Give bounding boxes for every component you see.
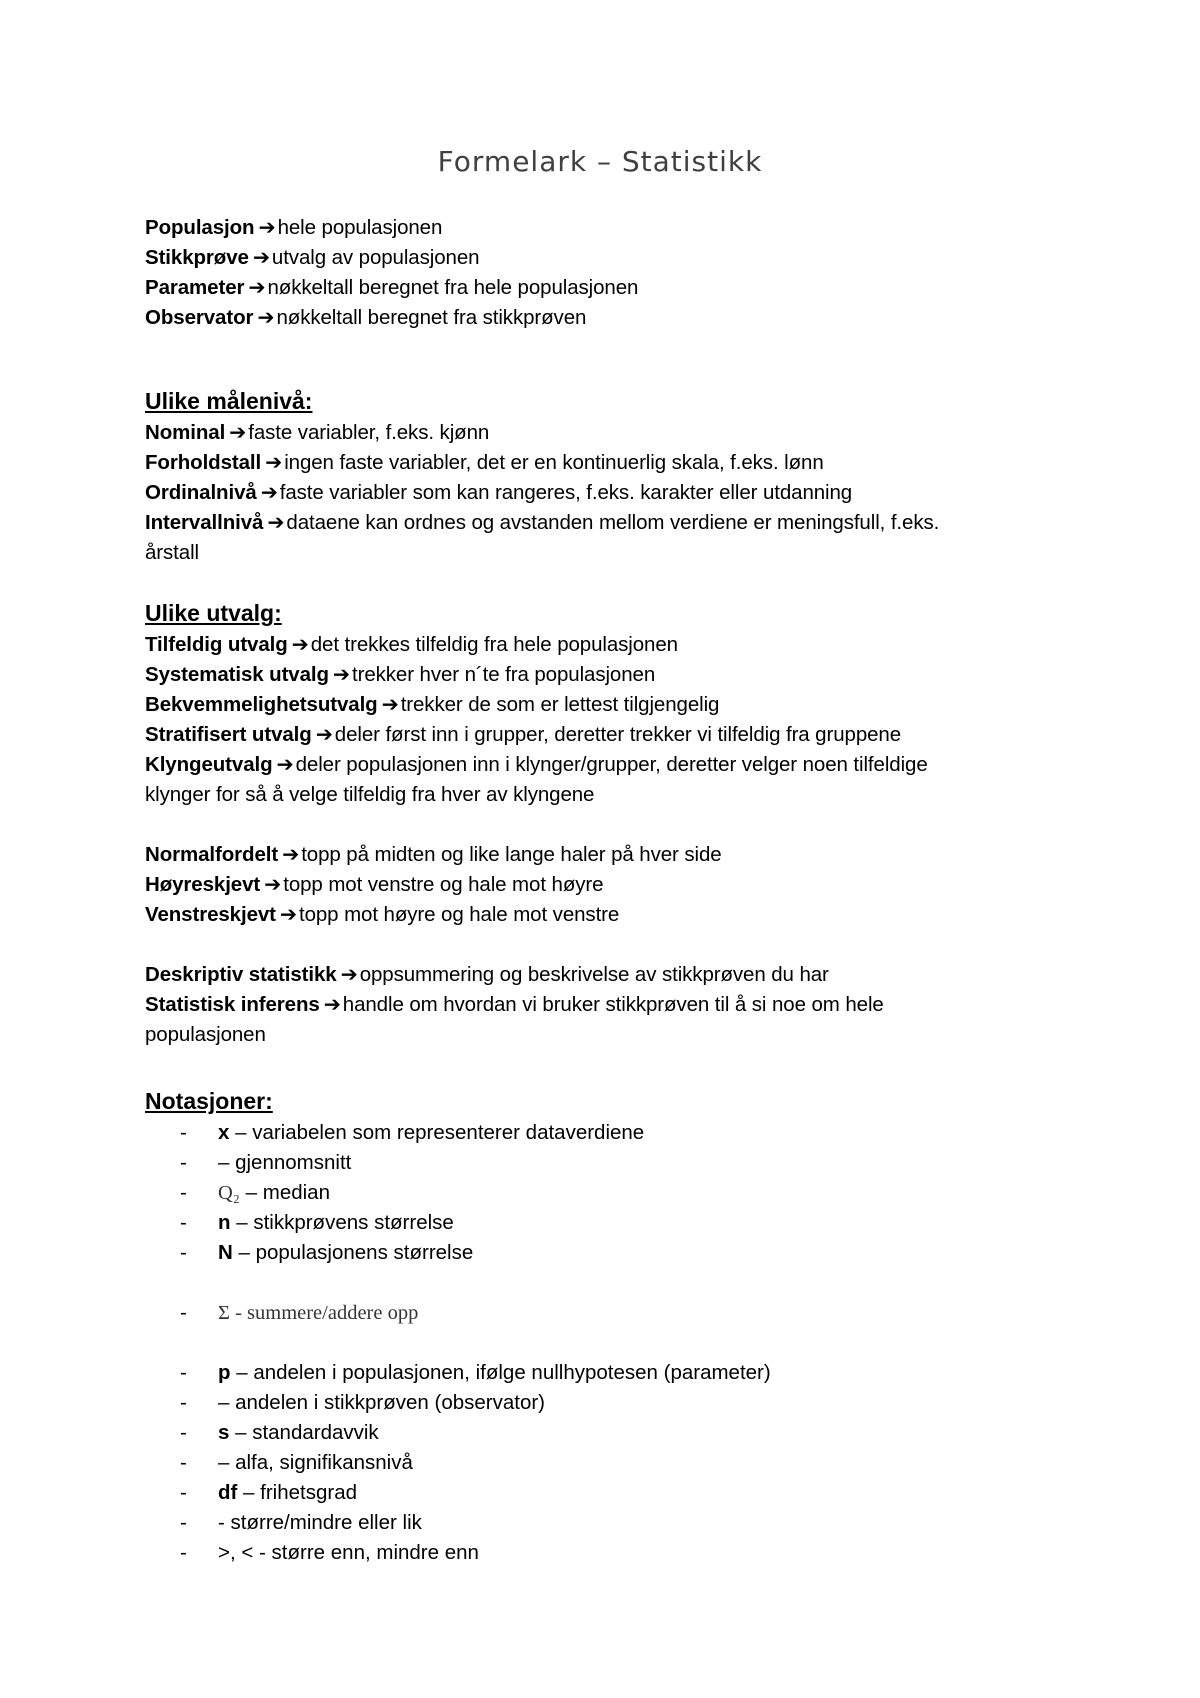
term: Forholdstall	[145, 451, 262, 474]
bullet-dash: -	[180, 1421, 187, 1444]
notation-text: - større enn, mindre enn	[253, 1541, 479, 1564]
notation-symbol: n	[218, 1211, 231, 1234]
bullet-dash: -	[180, 1181, 187, 1204]
term: Statistisk inferens	[145, 993, 320, 1016]
bullet-dash: -	[180, 1391, 187, 1414]
arrow-icon: ➔	[279, 903, 297, 926]
definition-text: topp mot venstre og hale mot høyre	[283, 873, 604, 896]
definition-text: nøkkeltall beregnet fra hele populasjonen	[267, 276, 639, 299]
definition-line	[145, 660, 655, 690]
notation-symbol: Σ	[218, 1302, 230, 1324]
definition-text: handle om hvordan vi bruker stikkprøven til å si noe om hele	[342, 993, 884, 1016]
notation-text: – median	[239, 1181, 330, 1204]
bullet-dash: -	[180, 1301, 187, 1324]
definition-continuation: årstall	[145, 541, 199, 564]
bullet-dash: -	[180, 1481, 187, 1504]
definition-text: dataene kan ordnes og avstanden mellom verdiene er meningsfull, f.eks.	[286, 511, 940, 534]
bullet-dash: -	[180, 1211, 187, 1234]
arrow-icon: ➔	[258, 216, 276, 239]
arrow-icon: ➔	[291, 633, 309, 656]
notation-text: – variabelen som representerer dataverdiene	[229, 1121, 645, 1144]
term: Normalfordelt	[145, 843, 279, 866]
term: Ordinalnivå	[145, 481, 257, 504]
definition-text: trekker hver n´te fra populasjonen	[352, 663, 656, 686]
term: Tilfeldig utvalg	[145, 633, 288, 656]
term: Stikkprøve	[145, 246, 249, 269]
definition-line	[145, 478, 852, 508]
arrow-icon: ➔	[276, 753, 294, 776]
bullet-dash: -	[180, 1361, 187, 1384]
notation-symbol: x	[218, 1121, 230, 1144]
arrow-icon: ➔	[248, 276, 266, 299]
notation-symbol: df	[218, 1481, 238, 1504]
notation-text: - større/mindre eller lik	[218, 1511, 422, 1534]
notation-text: – gjennomsnitt	[218, 1151, 352, 1174]
arrow-icon: ➔	[315, 723, 333, 746]
term: Intervallnivå	[145, 511, 264, 534]
bullet-dash: -	[180, 1511, 187, 1534]
definition-text: topp på midten og like lange haler på hver side	[301, 843, 722, 866]
definition-text: deler først inn i grupper, deretter trekker vi tilfeldig fra gruppene	[334, 723, 902, 746]
definition-line	[145, 303, 586, 333]
definition-continuation: populasjonen	[145, 1023, 266, 1046]
arrow-icon: ➔	[323, 993, 341, 1016]
definition-continuation: klynger for så å velge tilfeldig fra hver av klyngene	[145, 783, 595, 806]
notation-text: – stikkprøvens størrelse	[230, 1211, 454, 1234]
term: Nominal	[145, 421, 226, 444]
definition-line	[145, 243, 479, 273]
term: Klyngeutvalg	[145, 753, 273, 776]
arrow-icon: ➔	[260, 481, 278, 504]
definition-line	[145, 273, 638, 303]
section-heading-notasjoner: Notasjoner:	[145, 1088, 273, 1114]
arrow-icon: ➔	[264, 873, 282, 896]
arrow-icon: ➔	[340, 963, 358, 986]
bullet-dash: -	[180, 1541, 187, 1564]
notation-symbol: p	[218, 1361, 231, 1384]
definition-text: utvalg av populasjonen	[271, 246, 480, 269]
term: Høyreskjevt	[145, 873, 261, 896]
definition-text: nøkkeltall beregnet fra stikkprøven	[276, 306, 587, 329]
arrow-icon: ➔	[267, 511, 285, 534]
notation-symbol: >, <	[218, 1541, 254, 1564]
definition-text: hele populasjonen	[277, 216, 443, 239]
definition-line	[145, 418, 489, 448]
definition-line	[145, 900, 619, 930]
definition-text: deler populasjonen inn i klynger/grupper, deretter velger noen tilfeldige	[295, 753, 928, 776]
definition-text: oppsummering og beskrivelse av stikkprøven du har	[359, 963, 829, 986]
definition-line	[145, 213, 442, 243]
arrow-icon: ➔	[252, 246, 270, 269]
arrow-icon: ➔	[257, 306, 275, 329]
notation-text: – populasjonens størrelse	[232, 1241, 474, 1264]
definition-line	[145, 960, 829, 990]
definition-text: topp mot høyre og hale mot venstre	[298, 903, 620, 926]
term: Stratifisert utvalg	[145, 723, 312, 746]
definition-text: det trekkes tilfeldig fra hele populasjonen	[310, 633, 678, 656]
bullet-dash: -	[180, 1121, 187, 1144]
arrow-icon: ➔	[265, 451, 283, 474]
definition-line	[145, 870, 603, 900]
arrow-icon: ➔	[332, 663, 350, 686]
term: Systematisk utvalg	[145, 663, 329, 686]
definition-line	[145, 508, 939, 538]
section-heading-utvalg: Ulike utvalg:	[145, 600, 282, 626]
definition-line	[145, 840, 722, 870]
term: Observator	[145, 306, 254, 329]
term: Parameter	[145, 276, 245, 299]
definition-text: faste variabler som kan rangeres, f.eks. karakter eller utdanning	[279, 481, 853, 504]
term: Populasjon	[145, 216, 255, 239]
definition-line	[145, 720, 901, 750]
notation-symbol: s	[218, 1421, 230, 1444]
notation-text: – alfa, signifikansnivå	[218, 1451, 413, 1474]
arrow-icon: ➔	[282, 843, 300, 866]
notation-symbol: Q₂	[218, 1182, 240, 1204]
term: Bekvemmelighetsutvalg	[145, 693, 378, 716]
definition-line	[145, 690, 719, 720]
notation-text: – frihetsgrad	[237, 1481, 358, 1504]
definition-line	[145, 630, 678, 660]
definition-text: ingen faste variabler, det er en kontinuerlig skala, f.eks. lønn	[284, 451, 824, 474]
page-title: Formelark – Statistikk	[437, 145, 763, 178]
notation-text: – andelen i stikkprøven (observator)	[218, 1391, 546, 1414]
arrow-icon: ➔	[381, 693, 399, 716]
notation-text: – standardavvik	[229, 1421, 379, 1444]
definition-line	[145, 750, 928, 780]
section-heading-maalenivaa: Ulike målenivå:	[145, 388, 313, 414]
definition-line	[145, 448, 824, 478]
notation-text: - summere/addere opp	[229, 1302, 419, 1324]
arrow-icon: ➔	[229, 421, 247, 444]
term: Deskriptiv statistikk	[145, 963, 337, 986]
bullet-dash: -	[180, 1451, 187, 1474]
notation-text: – andelen i populasjonen, ifølge nullhypotesen (parameter)	[230, 1361, 771, 1384]
definition-line	[145, 990, 884, 1020]
bullet-dash: -	[180, 1151, 187, 1174]
definition-text: faste variabler, f.eks. kjønn	[248, 421, 490, 444]
notation-symbol: N	[218, 1241, 233, 1264]
bullet-dash: -	[180, 1241, 187, 1264]
term: Venstreskjevt	[145, 903, 276, 926]
definition-text: trekker de som er lettest tilgjengelig	[400, 693, 720, 716]
